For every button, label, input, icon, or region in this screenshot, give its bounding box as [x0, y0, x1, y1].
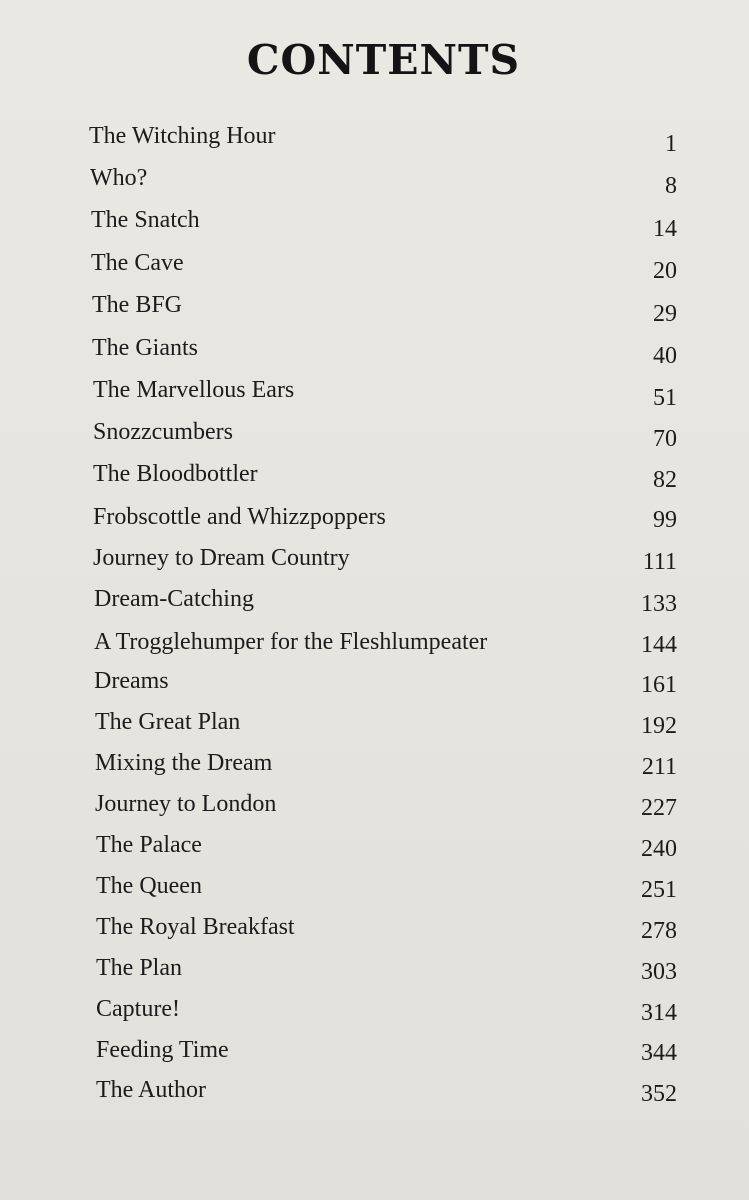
page-number: 314: [641, 1000, 677, 1026]
chapter-title: The Snatch: [91, 207, 200, 233]
toc-entry: [0, 1032, 749, 1068]
chapter-title: The Giants: [92, 335, 198, 361]
chapter-title: A Trogglehumper for the Fleshlumpeater: [94, 629, 488, 655]
toc-entry: [0, 786, 749, 822]
chapter-title: Frobscottle and Whizzpoppers: [93, 504, 386, 530]
chapter-title: The Author: [96, 1077, 206, 1103]
toc-entry: [0, 624, 749, 660]
toc-entry: [0, 330, 749, 369]
page-number: 278: [641, 918, 677, 944]
page-number: 20: [653, 258, 677, 284]
page-number: 227: [641, 795, 677, 821]
page-number: 303: [641, 959, 677, 985]
toc-entry: [0, 909, 749, 945]
chapter-title: Dream-Catching: [94, 586, 254, 612]
toc-entry: [0, 745, 749, 781]
toc-entry: [0, 245, 749, 284]
toc-entry: [0, 287, 749, 327]
toc-entry: [0, 118, 749, 157]
page-number: 192: [641, 713, 677, 739]
page-number: 51: [653, 385, 677, 411]
page-number: 211: [641, 754, 677, 780]
toc-entry: [0, 414, 749, 450]
toc-entry: [0, 581, 749, 617]
page-number: 144: [641, 632, 677, 658]
page-number: 40: [653, 343, 677, 369]
chapter-title: The Marvellous Ears: [93, 377, 295, 403]
chapter-title: The Queen: [96, 873, 202, 899]
contents-heading: CONTENTS: [246, 36, 521, 84]
chapter-title: Dreams: [94, 668, 169, 694]
page-number: 344: [641, 1040, 677, 1066]
page-number: 251: [641, 877, 677, 903]
toc-entry: [0, 827, 749, 863]
page-number: 240: [641, 836, 677, 862]
chapter-title: The Witching Hour: [89, 123, 276, 149]
page-number: 70: [653, 426, 677, 452]
chapter-title: The Bloodbottler: [93, 461, 258, 487]
toc-entry: [0, 540, 749, 576]
chapter-title: Mixing the Dream: [95, 750, 273, 776]
chapter-title: Who?: [90, 165, 148, 191]
toc-entry: [0, 499, 749, 535]
chapter-title: The Great Plan: [95, 709, 241, 735]
page-number: 133: [641, 591, 677, 617]
chapter-title: Journey to Dream Country: [93, 545, 350, 571]
page-number: 111: [642, 549, 677, 575]
toc-entry: [0, 950, 749, 986]
toc-entry: [0, 1072, 749, 1108]
toc-entry: [0, 160, 749, 199]
toc-entry: [0, 663, 749, 699]
toc-entry: [0, 704, 749, 740]
toc-entry: [0, 991, 749, 1027]
toc-entry: [0, 202, 749, 242]
chapter-title: Snozzcumbers: [93, 419, 233, 445]
page-number: 99: [653, 507, 677, 533]
chapter-title: Feeding Time: [96, 1037, 229, 1063]
page-number: 161: [641, 672, 677, 698]
toc-entry: [0, 456, 749, 492]
page-number: 8: [665, 173, 677, 199]
chapter-title: The Plan: [96, 955, 182, 981]
chapter-title: The Royal Breakfast: [96, 914, 295, 940]
chapter-title: Capture!: [96, 996, 180, 1022]
toc-entry: [0, 372, 749, 411]
chapter-title: The BFG: [92, 292, 182, 318]
page-number: 29: [653, 301, 677, 327]
toc-entry: [0, 868, 749, 904]
page-number: 82: [653, 467, 677, 493]
chapter-title: The Palace: [96, 832, 202, 858]
page-number: 352: [641, 1081, 677, 1107]
page-number: 14: [653, 216, 677, 242]
chapter-title: The Cave: [91, 250, 184, 276]
page-number: 1: [665, 131, 677, 157]
chapter-title: Journey to London: [95, 791, 277, 817]
